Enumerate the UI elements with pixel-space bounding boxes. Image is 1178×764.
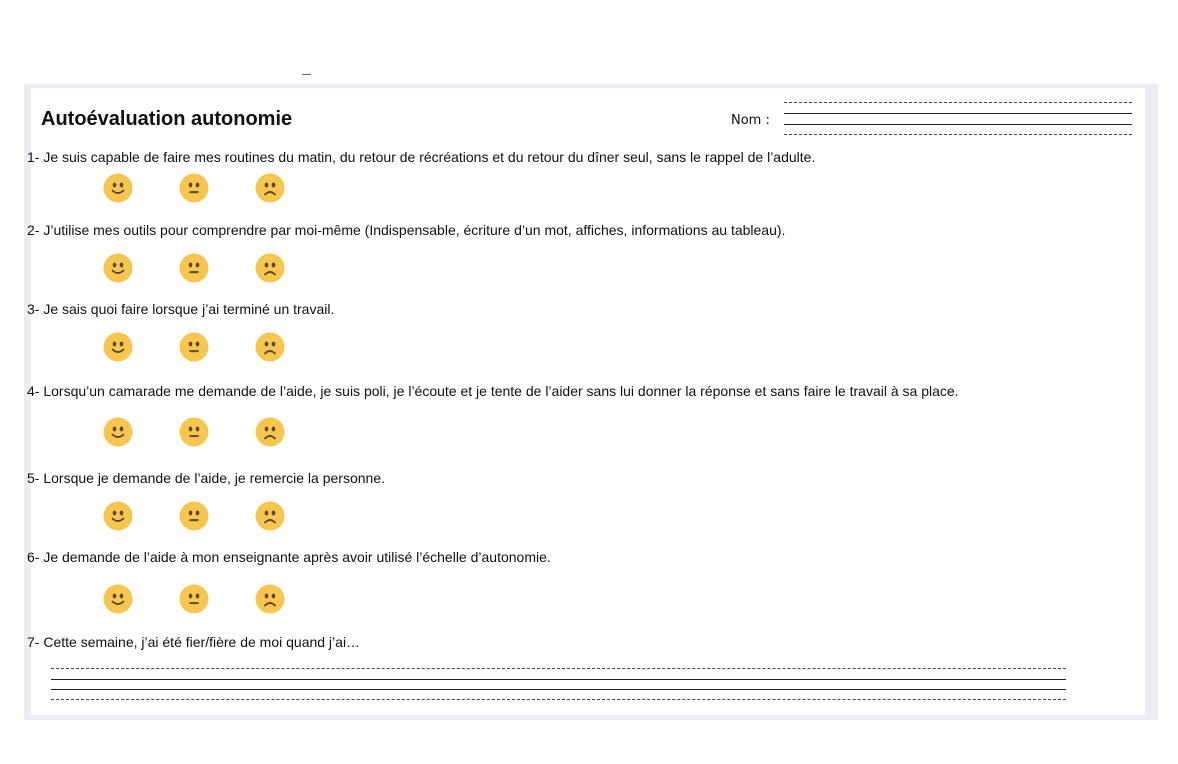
- neutral-face-icon[interactable]: [179, 332, 209, 362]
- name-dashed-line-top: [784, 102, 1132, 103]
- question-5: 5- Lorsque je demande de l’aide, je remercie la personne.: [27, 470, 385, 486]
- smiling-face-icon[interactable]: [103, 501, 133, 531]
- smiling-face-icon[interactable]: [103, 417, 133, 447]
- worksheet-frame: [24, 84, 1158, 720]
- name-solid-line-2: [784, 124, 1132, 125]
- neutral-face-icon[interactable]: [179, 173, 209, 203]
- question-1: 1- Je suis capable de faire mes routines du matin, du retour de récréations et du retour du dîner seul, sans le rappel de l’adulte.: [27, 149, 816, 165]
- question-4: 4- Lorsqu’un camarade me demande de l’aide, je suis poli, je l’écoute et je tente de l’aider sans lui donner la réponse et sans faire le travail à sa place.: [27, 383, 959, 399]
- smiling-face-icon[interactable]: [103, 253, 133, 283]
- smiling-face-icon[interactable]: [103, 584, 133, 614]
- frowning-face-icon[interactable]: [255, 501, 285, 531]
- page-title: Autoévaluation autonomie: [41, 108, 293, 130]
- name-dashed-line-bottom: [784, 134, 1132, 135]
- answer-solid-line-1: [51, 679, 1066, 680]
- worksheet-page: [27, 88, 1145, 715]
- name-solid-line-1: [784, 113, 1132, 114]
- frowning-face-icon[interactable]: [255, 253, 285, 283]
- smiling-face-icon[interactable]: [103, 173, 133, 203]
- question-3: 3- Je sais quoi faire lorsque j’ai terminé un travail.: [27, 301, 335, 317]
- question-6: 6- Je demande de l’aide à mon enseignante après avoir utilisé l’échelle d’autonomie.: [27, 549, 551, 565]
- frowning-face-icon[interactable]: [255, 332, 285, 362]
- neutral-face-icon[interactable]: [179, 253, 209, 283]
- neutral-face-icon[interactable]: [179, 417, 209, 447]
- question-2: 2- J’utilise mes outils pour comprendre par moi-même (Indispensable, écriture d’un mot, affiches, informations au tableau).: [27, 222, 786, 238]
- smiling-face-icon[interactable]: [103, 332, 133, 362]
- frowning-face-icon[interactable]: [255, 584, 285, 614]
- answer-writing-lines[interactable]: [51, 668, 1066, 702]
- answer-solid-line-2: [51, 689, 1066, 690]
- frowning-face-icon[interactable]: [255, 173, 285, 203]
- name-label: Nom :: [731, 113, 770, 128]
- name-writing-lines[interactable]: [784, 102, 1132, 136]
- answer-dashed-line-bottom: [51, 699, 1066, 700]
- question-7: 7- Cette semaine, j’ai été fier/fière de moi quand j’ai…: [27, 634, 361, 650]
- top-dash-mark: [302, 74, 311, 75]
- neutral-face-icon[interactable]: [179, 584, 209, 614]
- neutral-face-icon[interactable]: [179, 501, 209, 531]
- frowning-face-icon[interactable]: [255, 417, 285, 447]
- answer-dashed-line-top: [51, 668, 1066, 669]
